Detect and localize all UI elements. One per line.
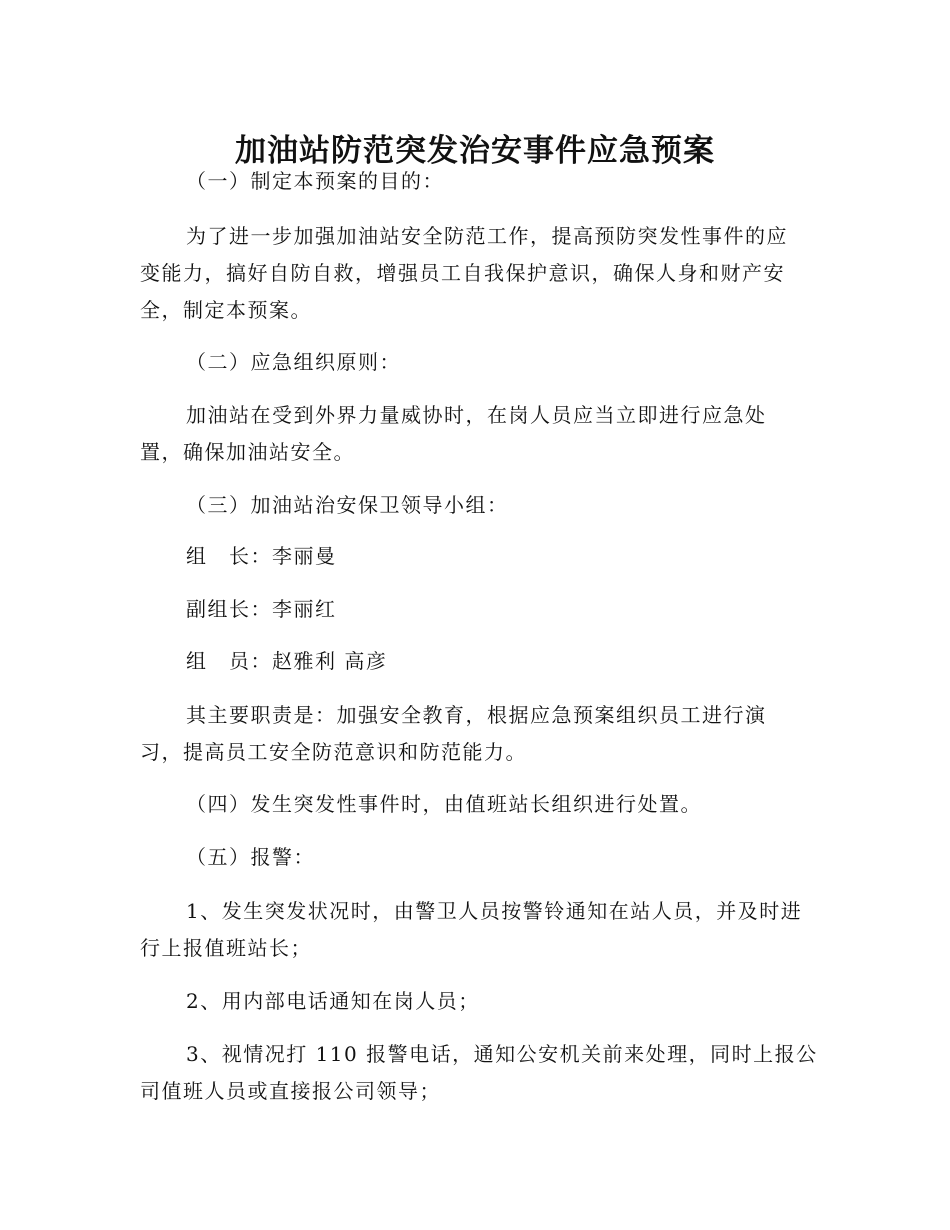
text-line: 全，制定本预案。 xyxy=(140,298,312,322)
text-line: 组 长：李丽曼 xyxy=(186,544,337,568)
alarm-step-1 xyxy=(140,893,810,967)
text-line: （三）加油站治安保卫领导小组： xyxy=(186,493,509,517)
text-line: 2、用内部电话通知在岗人员； xyxy=(186,989,480,1013)
team-leader xyxy=(140,538,810,575)
text-line: 为了进一步加强加油站安全防范工作，提高预防突发性事件的应 xyxy=(186,224,788,248)
text-line: 1、发生突发状况时，由警卫人员按警铃通知在站人员，并及时进 xyxy=(186,899,803,923)
section-2-body xyxy=(140,397,810,471)
text-line: （二）应急组织原则： xyxy=(186,350,401,374)
section-1-heading xyxy=(140,163,810,200)
text-line: 置，确保加油站安全。 xyxy=(140,440,355,464)
text-line: （一）制定本预案的目的： xyxy=(186,169,444,193)
team-members xyxy=(140,643,810,680)
text-line: 副组长：李丽红 xyxy=(186,597,337,621)
section-5-heading xyxy=(140,839,810,876)
text-line: （四）发生突发性事件时，由值班站长组织进行处置。 xyxy=(186,792,702,816)
text-line: 行上报值班站长； xyxy=(140,936,312,960)
text-line: 组 员：赵雅利 高彦 xyxy=(186,649,388,673)
text-line: （五）报警： xyxy=(186,845,315,869)
section-2-heading xyxy=(140,344,810,381)
section-4-heading xyxy=(140,786,810,823)
text-line: 3、视情况打 110 报警电话，通知公安机关前来处理，同时上报公 xyxy=(186,1042,818,1066)
alarm-step-2 xyxy=(140,983,810,1020)
text-line: 习，提高员工安全防范意识和防范能力。 xyxy=(140,740,527,764)
document-title: 加油站防范突发治安事件应急预案 xyxy=(235,132,715,169)
section-3-heading xyxy=(140,487,810,524)
text-line: 加油站在受到外界力量威协时，在岗人员应当立即进行应急处 xyxy=(186,403,767,427)
section-1-body xyxy=(140,218,810,329)
team-deputy-leader xyxy=(140,591,810,628)
text-line: 其主要职责是：加强安全教育，根据应急预案组织员工进行演 xyxy=(186,703,767,727)
team-duties xyxy=(140,697,810,771)
text-line: 司值班人员或直接报公司领导； xyxy=(140,1079,441,1103)
text-line: 变能力，搞好自防自救，增强员工自我保护意识，确保人身和财产安 xyxy=(140,261,785,285)
alarm-step-3 xyxy=(140,1036,818,1110)
